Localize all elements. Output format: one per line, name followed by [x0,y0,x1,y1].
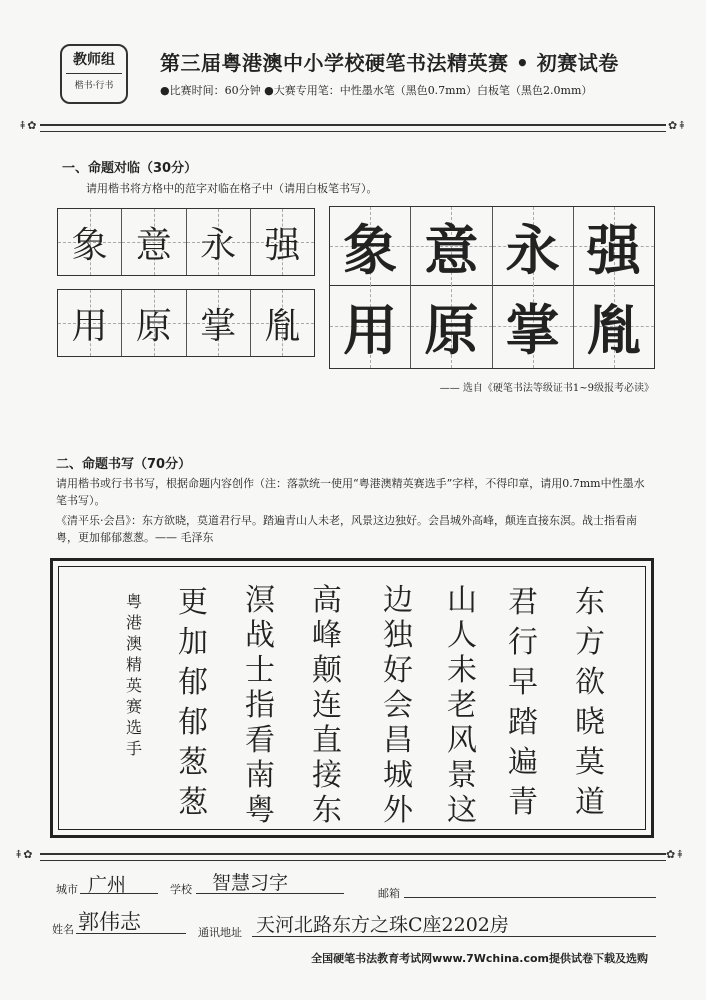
name-label: 姓名 [52,923,74,936]
practice-grid-row1 [329,206,655,286]
name-value[interactable]: 郭伟志 [78,910,141,934]
website-notice: 全国硬笔书法教育考试网www.7Wchina.com提供试卷下载及选购 [311,952,648,965]
address-label: 通讯地址 [198,926,242,939]
frame-inner-border [58,566,646,830]
right-ornament-icon: ✿⇞ [668,119,687,132]
badge-subtitle: 楷书·行书 [74,81,114,91]
header-divider [40,124,666,132]
school-value[interactable]: 智慧习字 [212,872,289,894]
signature-column: 粤 港 澳 精 英 赛 选 手 [125,592,142,758]
practice-cell: 永 [493,207,574,285]
school-label: 学校 [170,883,192,896]
calligraphy-column: 更 加 郁 郁 葱 葱 [178,585,208,820]
practice-cell: 掌 [493,284,574,368]
right-footer-ornament-icon: ✿⇞ [666,848,685,861]
sample-grid-row1 [57,208,315,276]
sample-grid-row2 [57,289,315,357]
sample-cell: 强 [251,209,314,275]
practice-grid-row2 [329,284,655,369]
practice-cell: 意 [411,207,492,285]
sample-cell: 意 [122,209,186,275]
left-footer-ornament-icon: ⇞✿ [14,848,33,861]
city-value[interactable]: 广州 [88,874,127,896]
postcode-line[interactable] [404,897,656,898]
group-badge [60,44,128,104]
badge-divider [66,73,122,74]
sample-cell: 象 [58,209,122,275]
sample-cell: 用 [58,290,122,356]
section1-instruction: 请用楷书将方格中的范字对临在格子中（请用白板笔书写）。 [86,182,378,195]
postcode-label: 邮箱 [378,887,400,900]
sample-cell: 胤 [251,290,314,356]
calligraphy-column: 东 方 欲 晓 莫 道 [575,585,605,820]
address-value[interactable]: 天河北路东方之珠C座2202房 [256,914,509,936]
section1-heading: 一、命题对临（30分） [62,161,198,176]
sample-cell: 掌 [187,290,251,356]
badge-title: 教师组 [73,52,115,68]
calligraphy-column: 山 人 未 老 风 景 这 [447,583,477,828]
calligraphy-column: 边 独 好 会 昌 城 外 [383,583,413,828]
practice-cell: 用 [330,284,411,368]
sample-cell: 原 [122,290,186,356]
sample-cell: 永 [187,209,251,275]
practice-cell: 胤 [574,284,654,368]
poem-text: 《清平乐·会昌》：东方欲晓，莫道君行早。踏遍青山人未老，风景这边独好。会昌城外高峰，颠连直接东溟。战士指看南粤，更加郁郁葱葱。—— 毛泽东 [56,514,637,544]
calligraphy-frame [50,558,654,838]
source-citation: —— 选自《硬笔书法等级证书1~9级报考必读》 [439,383,654,394]
practice-cell: 象 [330,207,411,285]
practice-cell: 强 [574,207,654,285]
calligraphy-column: 溟 战 士 指 看 南 粤 [245,583,275,828]
practice-cell: 原 [411,284,492,368]
left-ornament-icon: ⇞✿ [18,119,37,132]
section2-instruction: 请用楷书或行书书写，根据命题内容创作（注：落款统一使用“粤港澳精英赛选手”字样，不得印章，请用0.7mm中性墨水笔书写）。 [56,477,645,507]
calligraphy-column: 高 峰 颠 连 直 接 东 [312,583,342,828]
footer-divider [40,853,666,861]
page-title: 第三届粤港澳中小学校硬笔书法精英赛 • 初赛试卷 [160,51,619,75]
calligraphy-column: 君 行 早 踏 遍 青 [508,585,538,820]
exam-info: ●比赛时间：60分钟 ●大赛专用笔：中性墨水笔（黑色0.7mm）白板笔（黑色2.0mm） [160,84,593,97]
city-label: 城市 [56,883,78,896]
section2-heading: 二、命题书写（70分） [56,457,192,472]
